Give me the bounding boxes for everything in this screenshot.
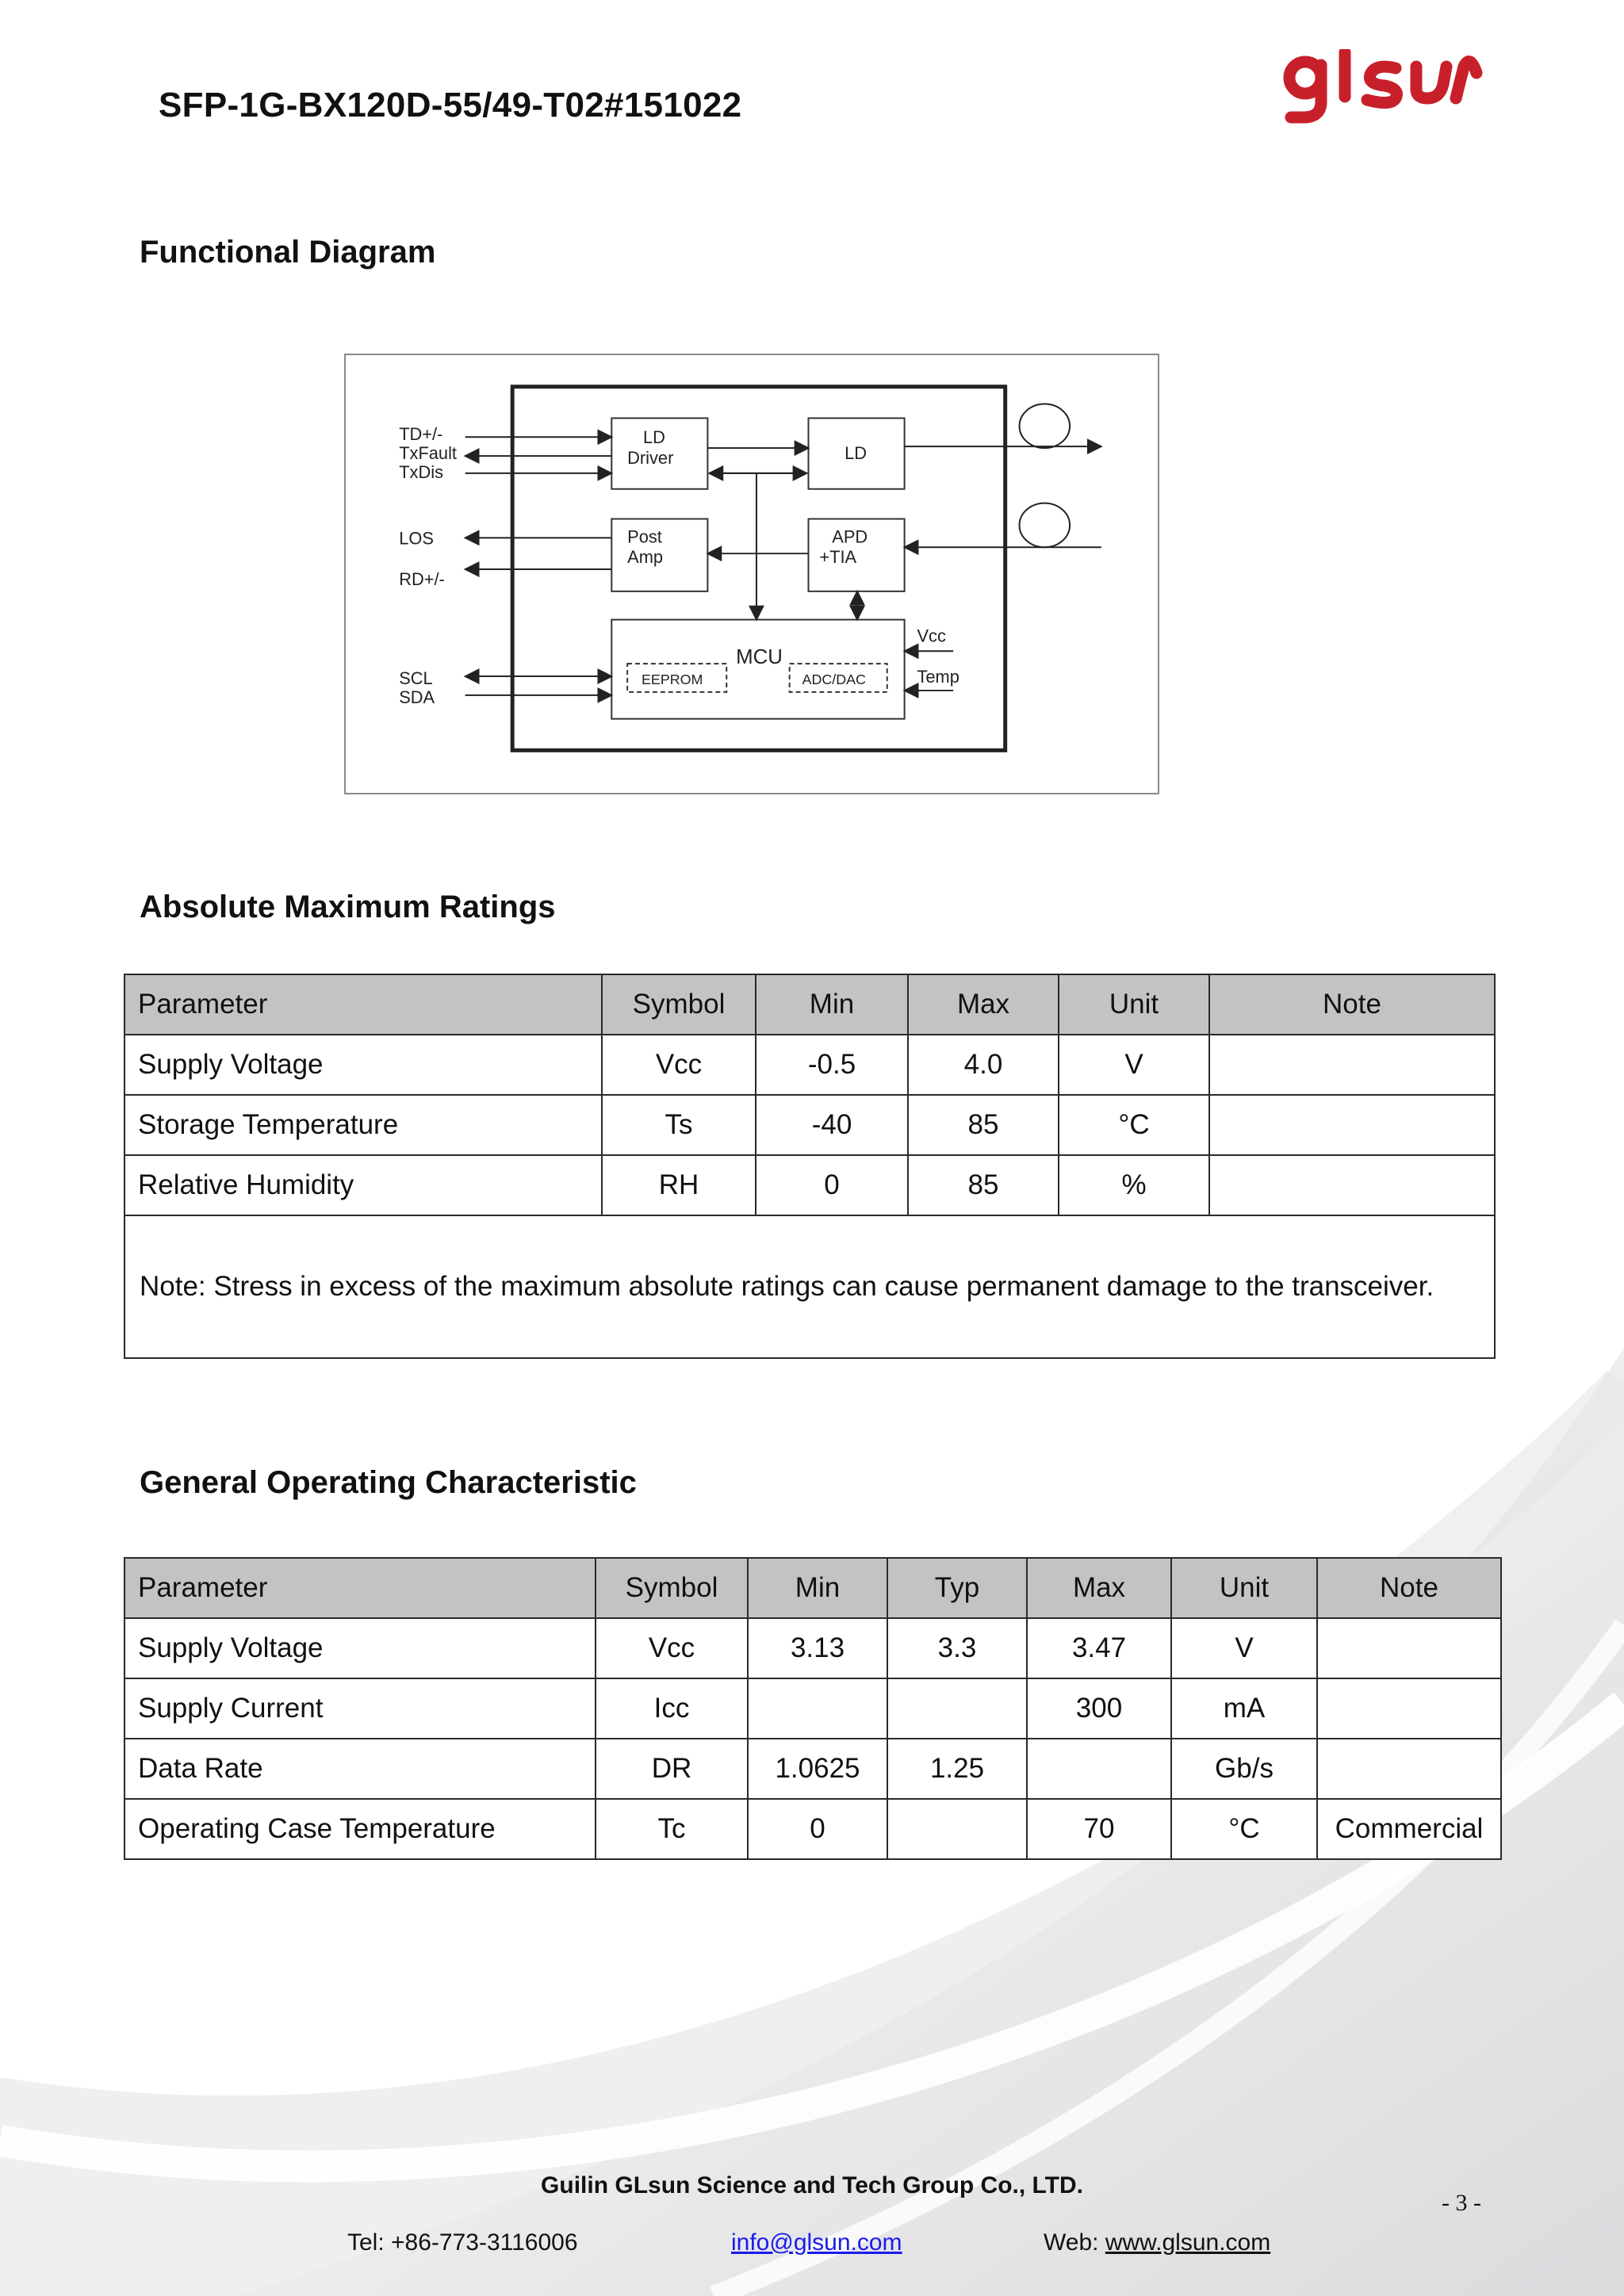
tx-fiber bbox=[1020, 404, 1071, 449]
label-ld-driver-1: LD bbox=[642, 427, 665, 448]
table-cell: V bbox=[1059, 1035, 1209, 1095]
table-cell bbox=[748, 1678, 887, 1739]
label-td: TD+/- bbox=[399, 424, 443, 445]
table-cell: Operating Case Temperature bbox=[124, 1799, 596, 1859]
column-header: Note bbox=[1317, 1558, 1501, 1618]
section-heading-abs-max: Absolute Maximum Ratings bbox=[140, 890, 556, 924]
table-cell bbox=[887, 1678, 1027, 1739]
column-header: Note bbox=[1209, 974, 1495, 1035]
table-cell bbox=[887, 1799, 1027, 1859]
table-cell: Ts bbox=[602, 1095, 756, 1155]
column-header: Min bbox=[756, 974, 908, 1035]
footer-web bbox=[1044, 2229, 1270, 2256]
table-cell bbox=[1027, 1739, 1171, 1799]
label-los: LOS bbox=[399, 528, 434, 549]
label-post-amp-1: Post bbox=[627, 526, 662, 547]
table-cell bbox=[1317, 1739, 1501, 1799]
table-note-row bbox=[124, 1215, 1495, 1358]
label-temp: Temp bbox=[917, 667, 959, 687]
table-header-row bbox=[124, 1558, 1501, 1618]
footer-web-link[interactable]: www.glsun.com bbox=[1105, 2229, 1271, 2256]
functional-diagram-svg bbox=[346, 355, 1158, 793]
table-cell: Supply Current bbox=[124, 1678, 596, 1739]
table-cell: DR bbox=[596, 1739, 748, 1799]
table-row bbox=[124, 1035, 1495, 1095]
table-cell: Supply Voltage bbox=[124, 1035, 602, 1095]
label-adc-dac: ADC/DAC bbox=[802, 671, 866, 687]
table-cell bbox=[1317, 1678, 1501, 1739]
label-vcc: Vcc bbox=[917, 626, 946, 646]
table-row bbox=[124, 1618, 1501, 1678]
footer-tel: Tel: +86-773-3116006 bbox=[347, 2229, 578, 2256]
table-row bbox=[124, 1095, 1495, 1155]
column-header: Symbol bbox=[602, 974, 756, 1035]
table-row bbox=[124, 1155, 1495, 1215]
table-cell: Relative Humidity bbox=[124, 1155, 602, 1215]
table-cell: 4.0 bbox=[908, 1035, 1059, 1095]
general-operating-characteristic-table bbox=[124, 1557, 1502, 1860]
label-post-amp-2: Amp bbox=[627, 547, 664, 568]
table-cell bbox=[1317, 1618, 1501, 1678]
label-ld: LD bbox=[845, 443, 868, 464]
table-cell: 0 bbox=[748, 1799, 887, 1859]
label-rd: RD+/- bbox=[399, 568, 445, 589]
column-header: Symbol bbox=[596, 1558, 748, 1618]
column-header: Unit bbox=[1171, 1558, 1317, 1618]
table-cell: 85 bbox=[908, 1155, 1059, 1215]
table-cell: -40 bbox=[756, 1095, 908, 1155]
table-cell: Storage Temperature bbox=[124, 1095, 602, 1155]
footer-web-label: Web: bbox=[1044, 2229, 1105, 2256]
table-cell: 3.47 bbox=[1027, 1618, 1171, 1678]
column-header: Parameter bbox=[124, 1558, 596, 1618]
table-cell: 300 bbox=[1027, 1678, 1171, 1739]
table-row bbox=[124, 1799, 1501, 1859]
label-apd-1: APD bbox=[832, 526, 868, 547]
table-cell: 3.3 bbox=[887, 1618, 1027, 1678]
table-cell: Supply Voltage bbox=[124, 1618, 596, 1678]
table-cell: Tc bbox=[596, 1799, 748, 1859]
column-header: Max bbox=[1027, 1558, 1171, 1618]
table-cell: Vcc bbox=[602, 1035, 756, 1095]
table-cell: mA bbox=[1171, 1678, 1317, 1739]
footer-company: Guilin GLsun Science and Tech Group Co., LTD. bbox=[541, 2172, 1083, 2198]
label-sda: SDA bbox=[399, 687, 435, 707]
label-mcu: MCU bbox=[736, 646, 783, 669]
table-cell bbox=[1209, 1035, 1495, 1095]
column-header: Parameter bbox=[124, 974, 602, 1035]
table-cell: 1.25 bbox=[887, 1739, 1027, 1799]
column-header: Unit bbox=[1059, 974, 1209, 1035]
table-cell: Commercial bbox=[1317, 1799, 1501, 1859]
document-title: SFP-1G-BX120D-55/49-T02#151022 bbox=[159, 86, 742, 124]
footer-email-link[interactable]: info@glsun.com bbox=[731, 2229, 902, 2256]
label-scl: SCL bbox=[399, 668, 433, 688]
rx-fiber bbox=[1020, 503, 1071, 548]
table-row bbox=[124, 1678, 1501, 1739]
table-cell: Gb/s bbox=[1171, 1739, 1317, 1799]
table-cell: °C bbox=[1171, 1799, 1317, 1859]
table-cell: 0 bbox=[756, 1155, 908, 1215]
label-apd-2: +TIA bbox=[819, 547, 857, 568]
label-eeprom: EEPROM bbox=[642, 671, 703, 687]
table-cell: 1.0625 bbox=[748, 1739, 887, 1799]
table-cell: -0.5 bbox=[756, 1035, 908, 1095]
table-cell: Data Rate bbox=[124, 1739, 596, 1799]
table-note: Note: Stress in excess of the maximum absolute ratings can cause permanent damage to the transceiver. bbox=[124, 1215, 1495, 1358]
table-cell: °C bbox=[1059, 1095, 1209, 1155]
table-cell: Vcc bbox=[596, 1618, 748, 1678]
table-cell: V bbox=[1171, 1618, 1317, 1678]
table-cell bbox=[1209, 1095, 1495, 1155]
glsun-logo bbox=[1277, 49, 1484, 125]
column-header: Max bbox=[908, 974, 1059, 1035]
functional-diagram bbox=[344, 354, 1159, 794]
mcu-block bbox=[611, 620, 904, 719]
column-header: Min bbox=[748, 1558, 887, 1618]
table-header-row bbox=[124, 974, 1495, 1035]
column-header: Typ bbox=[887, 1558, 1027, 1618]
absolute-maximum-ratings-table bbox=[124, 974, 1496, 1359]
table-cell: RH bbox=[602, 1155, 756, 1215]
label-ld-driver-2: Driver bbox=[627, 448, 674, 469]
table-cell: 70 bbox=[1027, 1799, 1171, 1859]
section-heading-functional-diagram: Functional Diagram bbox=[140, 235, 436, 270]
page-number: - 3 - bbox=[1442, 2190, 1481, 2216]
label-txfault: TxFault bbox=[399, 443, 458, 464]
table-row bbox=[124, 1739, 1501, 1799]
table-cell: % bbox=[1059, 1155, 1209, 1215]
section-heading-general-op: General Operating Characteristic bbox=[140, 1465, 637, 1500]
table-cell: Icc bbox=[596, 1678, 748, 1739]
table-cell: 3.13 bbox=[748, 1618, 887, 1678]
label-txdis: TxDis bbox=[399, 461, 444, 482]
table-cell bbox=[1209, 1155, 1495, 1215]
table-cell: 85 bbox=[908, 1095, 1059, 1155]
